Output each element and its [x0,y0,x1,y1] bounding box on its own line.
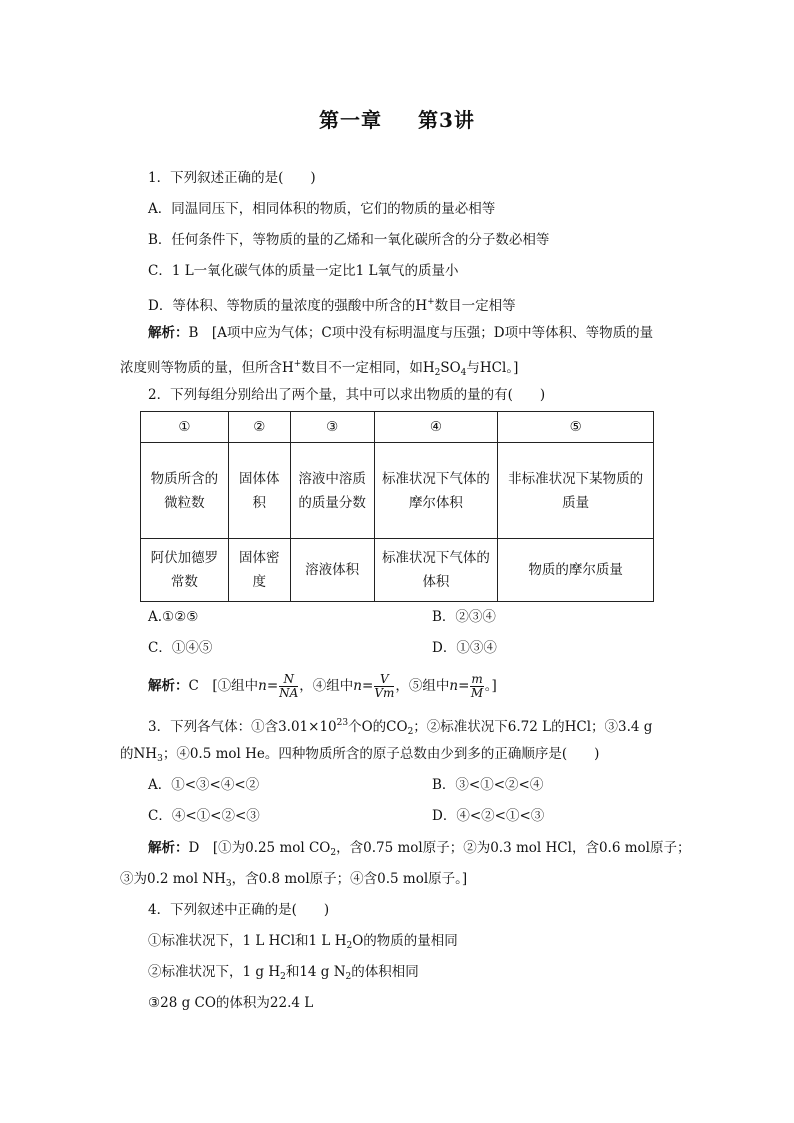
table-cell: 固体密度 [228,539,290,602]
table-header: ② [228,412,290,443]
table-header: ⑤ [498,412,654,443]
table-cell: 物质的摩尔质量 [498,539,654,602]
q3-explanation-line2: ③为0.2 mol $NH_3$，含0.8 mol原子；④含0.5 mol原子。] [120,871,468,889]
fraction-m-over-M: $\frac{m}{M}$ [470,672,484,700]
table-cell: 溶液中溶质的质量分数 [290,443,374,539]
table-cell: 固体体积 [228,443,290,539]
table-cell: 标准状况下气体的体积 [374,539,498,602]
q3-stem-line2: 的$NH_3$；④0.5 mol He。四种物质所含的原子总数由少到多的正确顺序是( ) [120,746,600,764]
q2-stem: 2．下列每组分别给出了两个量，其中可以求出物质的量的有( ) [148,387,546,403]
q1-option-a: A．同温同压下，相同体积的物质，它们的物质的量必相等 [148,201,496,217]
q1-option-d: D．等体积、等物质的量浓度的强酸中所含的H+数目一定相等 [148,297,516,314]
table-cell: 物质所含的微粒数 [141,443,229,539]
q3-stem-line1: 3．下列各气体：①含$3.01\times 10^{23}$个O的$CO_2$；②标准状况下6.72 L的HCl；③3.4 g [148,718,653,737]
table-cell: 标准状况下气体的摩尔体积 [374,443,498,539]
page-title [0,104,794,133]
q2-option-b: B．②③④ [432,609,496,625]
q3-option-d: D．④<②<①<③ [432,808,545,824]
q4-item-1: ①标准状况下，1 L HCl和1 L $H_2O$的物质的量相同 [148,933,458,951]
q1-stem: 1．下列叙述正确的是( ) [148,170,316,186]
fraction-v-over-vm: $\frac{V}{Vm}$ [374,672,395,700]
explanation-label: 解析： [148,325,189,341]
explanation-label: 解析： [148,678,189,694]
q4-item-3: ③28 g CO的体积为22.4 L [148,995,314,1011]
q2-table [140,411,654,602]
table-cell: 非标准状况下某物质的质量 [498,443,654,539]
q1-option-b: B．任何条件下，等物质的量的乙烯和一氧化碳所含的分子数必相等 [148,232,550,248]
q4-stem: 4．下列叙述中正确的是( ) [148,902,330,918]
table-header: ④ [374,412,498,443]
lesson-title: 第3讲 [418,108,475,132]
q2-option-d: D．①③④ [432,640,497,656]
explanation-label: 解析： [148,840,189,856]
chapter-title: 第一章 [319,108,383,132]
q2-explanation: 解析：C [①组中n= $\frac{N}{NA}$ ，④组中n= $\frac{V}{Vm}$ ，⑤组中n= $\frac{m}{M}$ 。] [148,672,497,700]
table-header: ① [141,412,229,443]
table-cell: 阿伏加德罗常数 [141,539,229,602]
table-header: ③ [290,412,374,443]
q2-option-c: C．①④⑤ [148,640,213,656]
q1-option-c: C．1 L一氧化碳气体的质量一定比1 L氧气的质量小 [148,263,459,279]
q3-option-b: B．③<①<②<④ [432,777,544,793]
q1-explanation-line1: 解析：B [A项中应为气体；C项中没有标明温度与压强；D项中等体积、等物质的量 [148,325,654,341]
q3-option-c: C．④<①<②<③ [148,808,260,824]
q4-item-2: ②标准状况下，1 g $H_2$和14 g $N_2$的体积相同 [148,964,419,982]
q2-option-a: A.①②⑤ [148,609,199,625]
q3-explanation-line1: 解析：D [①为0.25 mol $CO_2$，含0.75 mol原子；②为0.3 mol HCl，含0.6 mol原子； [148,840,691,858]
q1-explanation-line2: 浓度则等物质的量，但所含H+数目不一定相同，如$H_2SO_4$与HCl。] [120,359,519,378]
q3-option-a: A．①<③<④<② [148,777,260,793]
table-cell: 溶液体积 [290,539,374,602]
fraction-n-over-na: $\frac{N}{NA}$ [279,672,299,700]
